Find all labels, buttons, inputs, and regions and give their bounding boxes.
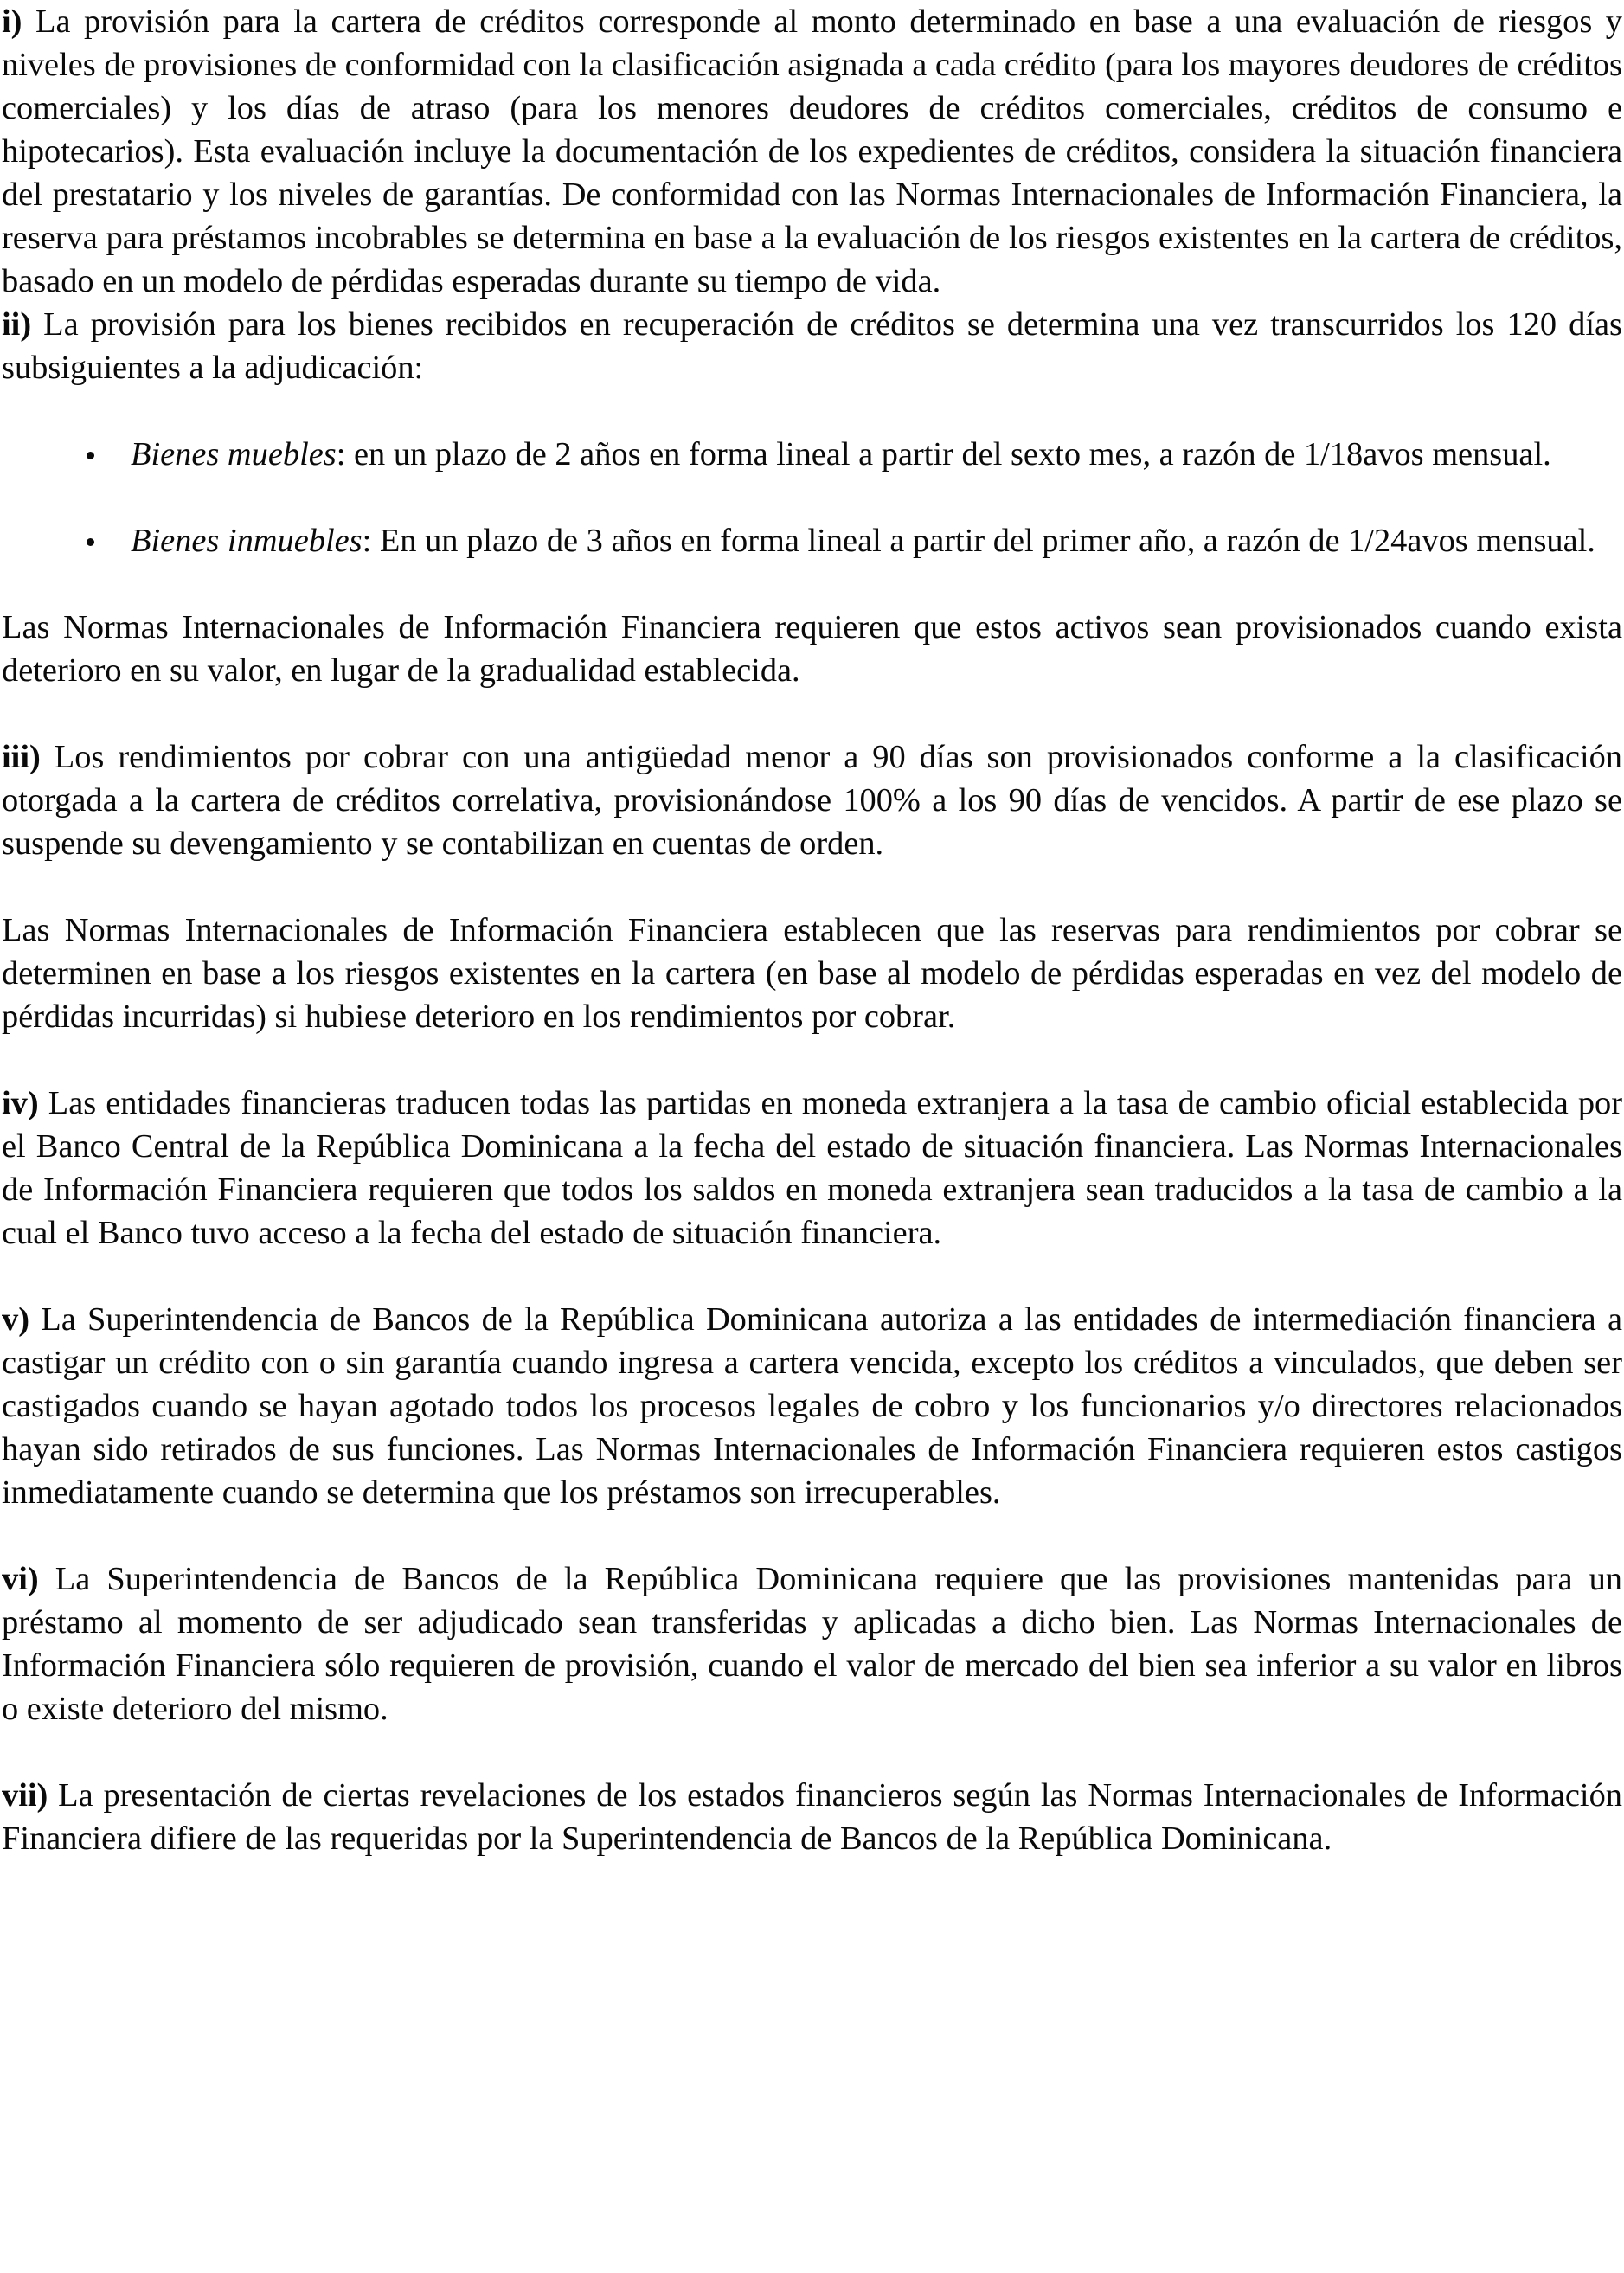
paragraph-ii [2,303,1622,389]
bullet-text: : En un plazo de 3 años en forma lineal a partir del primer año, a razón de 1/24avos mensual. [362,523,1595,559]
bullet-text: : en un plazo de 2 años en forma lineal a partir del sexto mes, a razón de 1/18avos mensual. [336,436,1551,472]
paragraph-text: La provisión para la cartera de créditos corresponde al monto determinado en base a una evaluación de riesgos y niveles de provisiones de conformidad con la clasificación asignada a cada crédito (para los mayores deudores de créditos comerciales) y los días de atraso (para los menores deudores de créditos comerciales, créditos de consumo e hipotecarios). Esta evaluación incluye la documentación de los expedientes de créditos, considera la situación financiera del prestatario y los niveles de garantías. De conformidad con las Normas Internacionales de Información Financiera, la reserva para préstamos incobrables se determina en base a la evaluación de los riesgos existentes en la cartera de créditos, basado en un modelo de pérdidas esperadas durante su tiempo de vida. [2,3,1622,299]
paragraph-marker: ii) [2,306,32,343]
paragraph-text: Los rendimientos por cobrar con una antigüedad menor a 90 días son provisionados conforme a la clasificación otorgada a la cartera de créditos correlativa, provisionándose 100% a los 90 días de vencidos. A partir de ese plazo se suspende su devengamiento y se contabilizan en cuentas de orden. [2,739,1622,862]
bullet-item-bienes-muebles [2,433,1622,476]
bullet-item-bienes-inmuebles [2,519,1622,562]
paragraph-marker: i) [2,3,22,40]
paragraph-marker: v) [2,1301,29,1338]
bullet-icon [87,452,94,459]
bullet-term: Bienes muebles [131,436,337,472]
paragraph-v [2,1298,1622,1514]
bullet-list [2,433,1622,562]
paragraph-marker: vii) [2,1777,48,1814]
paragraph-text: Las Normas Internacionales de Información Financiera establecen que las reservas para rendimientos por cobrar se determinen en base a los riesgos existentes en la cartera (en base al modelo de pérdidas esperadas en vez del modelo de pérdidas incurridas) si hubiese deterioro en los rendimientos por cobrar. [2,912,1622,1035]
paragraph-marker: iv) [2,1085,39,1121]
paragraph-iii [2,735,1622,865]
paragraph-marker: vi) [2,1561,39,1597]
paragraph-vii [2,1774,1622,1860]
document-page [2,0,1622,1860]
paragraph-marker: iii) [2,739,41,775]
paragraph-text: La presentación de ciertas revelaciones de los estados financieros según las Normas Internacionales de Información Financiera difiere de las requeridas por la Superintendencia de Bancos de la República Dominicana. [2,1777,1622,1857]
paragraph-niif-activos [2,606,1622,692]
paragraph-niif-rendimientos [2,909,1622,1038]
paragraph-text: La Superintendencia de Bancos de la República Dominicana autoriza a las entidades de intermediación financiera a castigar un crédito con o sin garantía cuando ingresa a cartera vencida, excepto los créditos a vinculados, que deben ser castigados cuando se hayan agotado todos los procesos legales de cobro y los funcionarios y/o directores relacionados hayan sido retirados de sus funciones. Las Normas Internacionales de Información Financiera requieren estos castigos inmediatamente cuando se determina que los préstamos son irrecuperables. [2,1301,1622,1511]
paragraph-i [2,0,1622,303]
bullet-term: Bienes inmuebles [131,523,363,559]
bullet-icon [87,538,94,546]
paragraph-text: Las entidades financieras traducen todas las partidas en moneda extranjera a la tasa de cambio oficial establecida por el Banco Central de la República Dominicana a la fecha del estado de situación financiera. Las Normas Internacionales de Información Financiera requieren que todos los saldos en moneda extranjera sean traducidos a la tasa de cambio a la cual el Banco tuvo acceso a la fecha del estado de situación financiera. [2,1085,1622,1251]
paragraph-text: La Superintendencia de Bancos de la República Dominicana requiere que las provisiones mantenidas para un préstamo al momento de ser adjudicado sean transferidas y aplicadas a dicho bien. Las Normas Internacionales de Información Financiera sólo requieren de provisión, cuando el valor de mercado del bien sea inferior a su valor en libros o existe deterioro del mismo. [2,1561,1622,1727]
paragraph-text: Las Normas Internacionales de Información Financiera requieren que estos activos sean provisionados cuando exista deterioro en su valor, en lugar de la gradualidad establecida. [2,609,1622,689]
paragraph-iv [2,1082,1622,1255]
paragraph-vi [2,1557,1622,1730]
paragraph-text: La provisión para los bienes recibidos en recuperación de créditos se determina una vez transcurridos los 120 días subsiguientes a la adjudicación: [2,306,1622,386]
